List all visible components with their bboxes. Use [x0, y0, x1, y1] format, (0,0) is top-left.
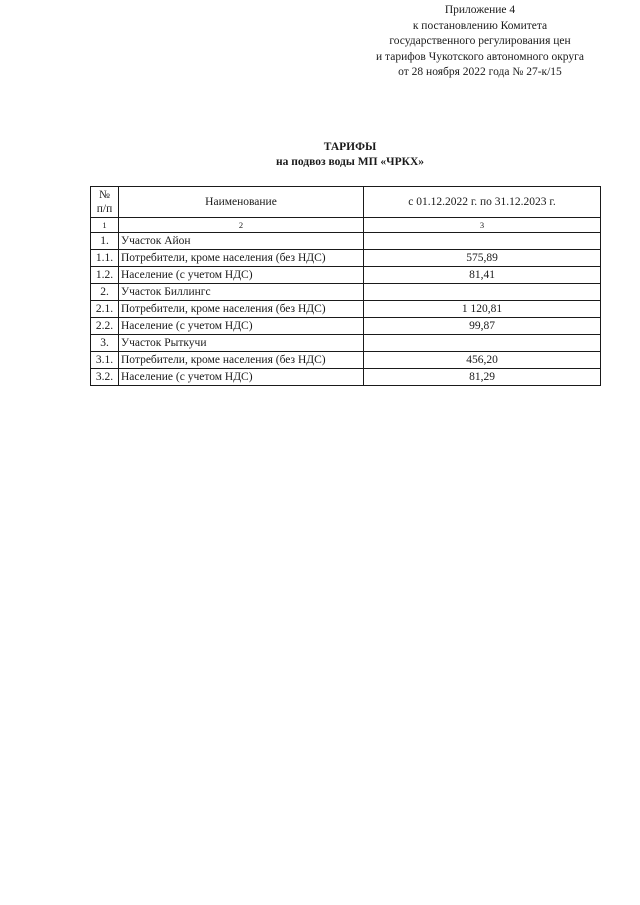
header-num: [91, 187, 119, 218]
column-number-row: [91, 218, 601, 233]
table-header-row: [91, 187, 601, 218]
row-name: Потребители, кроме населения (без НДС): [119, 250, 364, 267]
table-row: [91, 250, 601, 267]
row-name: Население (с учетом НДС): [119, 267, 364, 284]
section-empty-cell: [364, 284, 601, 301]
row-num: 3.2.: [91, 369, 119, 386]
section-title: Участок Айон: [119, 233, 364, 250]
table-row: [91, 267, 601, 284]
annex-line: Приложение 4: [444, 4, 516, 16]
row-value: 1 120,81: [364, 301, 601, 318]
row-value: 456,20: [364, 352, 601, 369]
tariffs-table: [90, 186, 601, 386]
row-num: 2.2.: [91, 318, 119, 335]
row-value: 575,89: [364, 250, 601, 267]
section-empty-cell: [364, 335, 601, 352]
section-num: 2.: [91, 284, 119, 301]
header-name: Наименование: [119, 187, 364, 218]
row-name: Потребители, кроме населения (без НДС): [119, 301, 364, 318]
column-number: 3: [364, 218, 601, 233]
header-num-line2: п/п: [96, 203, 113, 215]
row-name: Население (с учетом НДС): [119, 369, 364, 386]
annex-line: государственного регулирования цен: [389, 35, 571, 47]
header-period: с 01.12.2022 г. по 31.12.2023 г.: [364, 187, 601, 218]
column-number: 2: [119, 218, 364, 233]
section-title: Участок Рыткучи: [119, 335, 364, 352]
column-number: 1: [91, 218, 119, 233]
section-num: 3.: [91, 335, 119, 352]
table-row: [91, 369, 601, 386]
document-heading: [0, 140, 640, 170]
row-value: 81,41: [364, 267, 601, 284]
row-num: 1.2.: [91, 267, 119, 284]
annex-line: к постановлению Комитета: [412, 19, 548, 32]
row-num: 1.1.: [91, 250, 119, 267]
header-num-line1: №: [99, 189, 110, 201]
document-subtitle: на подвоз воды МП «ЧРКХ»: [276, 156, 424, 168]
row-num: 3.1.: [91, 352, 119, 369]
table-row: [91, 318, 601, 335]
row-value: 81,29: [364, 369, 601, 386]
section-row: [91, 284, 601, 301]
section-row: [91, 233, 601, 250]
row-name: Население (с учетом НДС): [119, 318, 364, 335]
annex-block: [360, 3, 600, 81]
section-num: 1.: [91, 233, 119, 250]
row-num: 2.1.: [91, 301, 119, 318]
section-row: [91, 335, 601, 352]
section-empty-cell: [364, 233, 601, 250]
annex-line: и тарифов Чукотского автономного округа: [376, 50, 584, 63]
section-title: Участок Биллингс: [119, 284, 364, 301]
table-row: [91, 301, 601, 318]
annex-line: от 28 ноября 2022 года № 27-к/15: [398, 66, 562, 78]
row-name: Потребители, кроме населения (без НДС): [119, 352, 364, 369]
table-row: [91, 352, 601, 369]
row-value: 99,87: [364, 318, 601, 335]
document-title: ТАРИФЫ: [323, 141, 377, 153]
